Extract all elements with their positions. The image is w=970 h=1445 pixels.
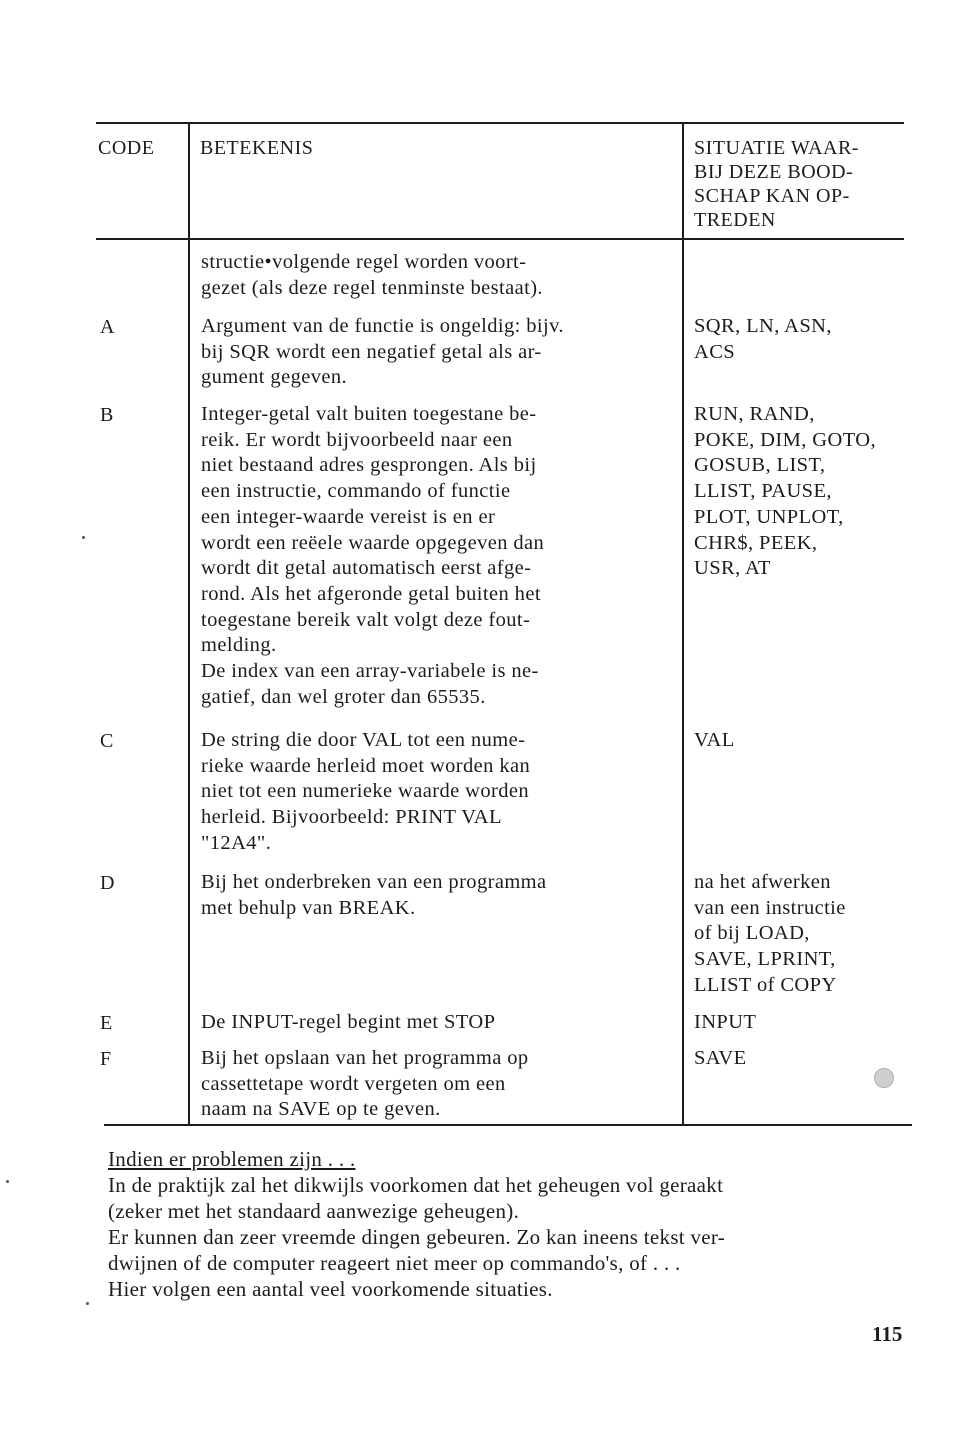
paragraph-line: Er kunnen dan zeer vreemde dingen gebeuren. Zo kan ineens tekst ver- — [108, 1225, 726, 1249]
row-situation: VAL — [694, 729, 735, 751]
row-code: C — [100, 730, 114, 752]
paragraph-line: dwijnen of de computer reageert niet meer op commando's, of . . . — [108, 1251, 681, 1275]
header-situation: SITUATIE WAAR- BIJ DEZE BOOD- SCHAP KAN OP- TREDEN — [694, 137, 859, 231]
row-meaning: Integer-getal valt buiten toegestane be- reik. Er wordt bijvoorbeeld naar een niet bestaand adres gesprongen. Als bij een instructie, commando of functie een integer-waarde vereist is en er wordt een reëele waarde opgegeven dan wordt dit getal automatisch eerst afge- rond. Als het afgeronde getal buiten het toegestane bereik valt volgt deze fout- melding. De index van een array-variabele is ne- gatief, dan wel groter dan 65535. — [201, 403, 545, 708]
header-meaning: BETEKENIS — [200, 137, 314, 159]
row-meaning: Bij het opslaan van het programma op cassettetape wordt vergeten om een naam na SAVE op te geven. — [201, 1047, 529, 1121]
table-bottom-rule — [104, 1124, 912, 1126]
column-divider — [682, 122, 684, 1124]
row-meaning: Bij het onderbreken van een programma met behulp van BREAK. — [201, 871, 547, 919]
row-situation: SQR, LN, ASN, ACS — [694, 315, 832, 363]
page-number: 115 — [872, 1322, 903, 1346]
row-situation: INPUT — [694, 1011, 757, 1033]
row-situation: SAVE — [694, 1047, 747, 1069]
row-code: E — [100, 1012, 113, 1034]
row-meaning: De string die door VAL tot een nume- rieke waarde herleid moet worden kan niet tot een numerieke waarde worden herleid. Bijvoorbeeld: PRINT VAL "12A4". — [201, 729, 531, 854]
scan-speck — [86, 1302, 89, 1305]
section-heading: Indien er problemen zijn . . . — [108, 1147, 356, 1171]
row-situation: RUN, RAND, POKE, DIM, GOTO, GOSUB, LIST, LLIST, PAUSE, PLOT, UNPLOT, CHR$, PEEK, USR, AT — [694, 403, 876, 580]
row-code: B — [100, 404, 114, 426]
scan-speck — [82, 536, 85, 539]
row-meaning: structie•volgende regel worden voort- gezet (als deze regel tenminste bestaat). — [201, 251, 543, 299]
row-code: F — [100, 1048, 112, 1070]
table-header-rule — [96, 238, 904, 240]
punch-hole-mark — [874, 1068, 894, 1088]
paragraph-line: (zeker met het standaard aanwezige geheugen). — [108, 1199, 520, 1223]
paragraph-line: Hier volgen een aantal veel voorkomende situaties. — [108, 1277, 553, 1301]
section-text — [108, 1146, 938, 1302]
paragraph-line: In de praktijk zal het dikwijls voorkomen dat het geheugen vol geraakt — [108, 1173, 724, 1197]
row-meaning: Argument van de functie is ongeldig: bijv. bij SQR wordt een negatief getal als ar- gument gegeven. — [201, 315, 564, 389]
row-meaning: De INPUT-regel begint met STOP — [201, 1011, 496, 1033]
header-code: CODE — [98, 137, 155, 159]
row-code: D — [100, 872, 115, 894]
scan-speck — [6, 1180, 9, 1183]
row-code: A — [100, 316, 115, 338]
table-top-rule — [96, 122, 904, 124]
column-divider — [188, 122, 190, 1124]
row-situation: na het afwerken van een instructie of bij LOAD, SAVE, LPRINT, LLIST of COPY — [694, 871, 846, 996]
